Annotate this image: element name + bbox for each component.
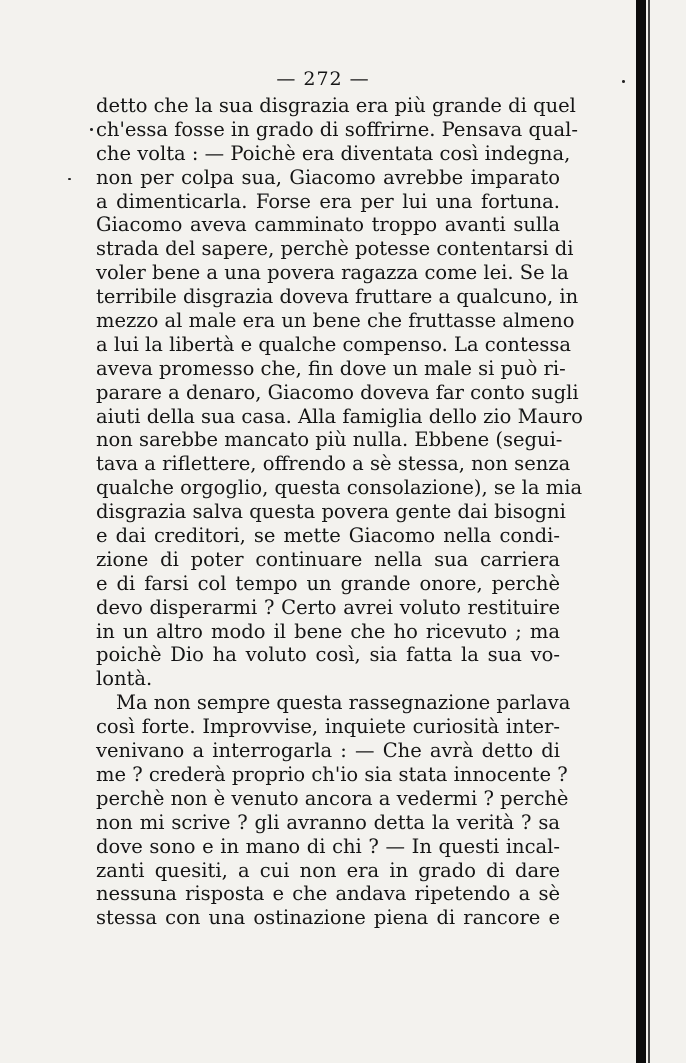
text-line: qualche orgoglio, questa consolazione), se la mia	[96, 476, 583, 500]
text-line: non mi scrive ? gli avranno detta la verità ? sa	[96, 810, 560, 834]
text-line: parare a denaro, Giacomo doveva far conto sugli	[96, 380, 579, 404]
text-line: Giacomo aveva camminato troppo avanti sulla	[96, 213, 560, 237]
text-line: terribile disgrazia doveva fruttare a qualcuno, in	[96, 285, 579, 309]
text-line: poichè Dio ha voluto così, sia fatta la sua vo-	[96, 643, 560, 667]
text-line: ch'essa fosse in grado di soffrirne. Pensava qual-	[96, 117, 578, 141]
text-line: così forte. Improvvise, inquiete curiosità inter-	[96, 715, 560, 739]
text-line: zanti quesiti, a cui non era in grado di dare	[96, 858, 560, 882]
text-line: perchè non è venuto ancora a vedermi ? perchè	[96, 786, 569, 810]
text-line: aveva promesso che, fin dove un male si può ri-	[96, 356, 566, 380]
text-line: disgrazia salva questa povera gente dai bisogni	[96, 500, 566, 524]
text-line: stessa con una ostinazione piena di rancore e	[96, 906, 560, 930]
text-line: tava a riflettere, offrendo a sè stessa, non senza	[96, 452, 571, 476]
binding-shadow	[636, 0, 646, 1063]
text-line: strada del sapere, perchè potesse contentarsi di	[96, 237, 574, 261]
ink-speck	[68, 178, 71, 180]
text-line: venivano a interrogarla : — Che avrà detto di	[96, 739, 560, 763]
text-line: che volta : — Poichè era diventata così indegna,	[96, 141, 571, 165]
text-line: a lui la libertà e qualche compenso. La contessa	[96, 332, 571, 356]
text-line: Ma non sempre questa rassegnazione parlava	[116, 691, 571, 715]
text-line: in un altro modo il bene che ho ricevuto ; ma	[96, 619, 560, 643]
text-line: a dimenticarla. Forse era per lui una fortuna.	[96, 189, 560, 213]
page-number: — 272 —	[276, 68, 370, 90]
text-line: devo disperarmi ? Certo avrei voluto restituire	[96, 595, 560, 619]
ink-speck	[622, 80, 625, 83]
text-line: non sarebbe mancato più nulla. Ebbene (segui-	[96, 428, 563, 452]
text-line: e dai creditori, se mette Giacomo nella condi-	[96, 524, 560, 548]
text-line: zione di poter continuare nella sua carriera	[96, 547, 560, 571]
text-line: lontà.	[96, 667, 153, 691]
text-line: me ? crederà proprio ch'io sia stata innocente ?	[96, 762, 568, 786]
text-line: aiuti della sua casa. Alla famiglia dello zio Mauro	[96, 404, 583, 428]
text-line: mezzo al male era un bene che fruttasse almeno	[96, 309, 575, 333]
binding-shadow-thin	[648, 0, 650, 1063]
body-text	[96, 94, 583, 930]
text-line: dove sono e in mano di chi ? — In questi incal-	[96, 834, 560, 858]
text-line: nessuna risposta e che andava ripetendo a sè	[96, 882, 560, 906]
text-line: voler bene a una povera ragazza come lei. Se la	[96, 261, 569, 285]
ink-speck	[90, 128, 93, 131]
text-line: e di farsi col tempo un grande onore, perchè	[96, 571, 560, 595]
text-line: non per colpa sua, Giacomo avrebbe imparato	[96, 165, 560, 189]
text-line: detto che la sua disgrazia era più grande di quel	[96, 94, 576, 117]
